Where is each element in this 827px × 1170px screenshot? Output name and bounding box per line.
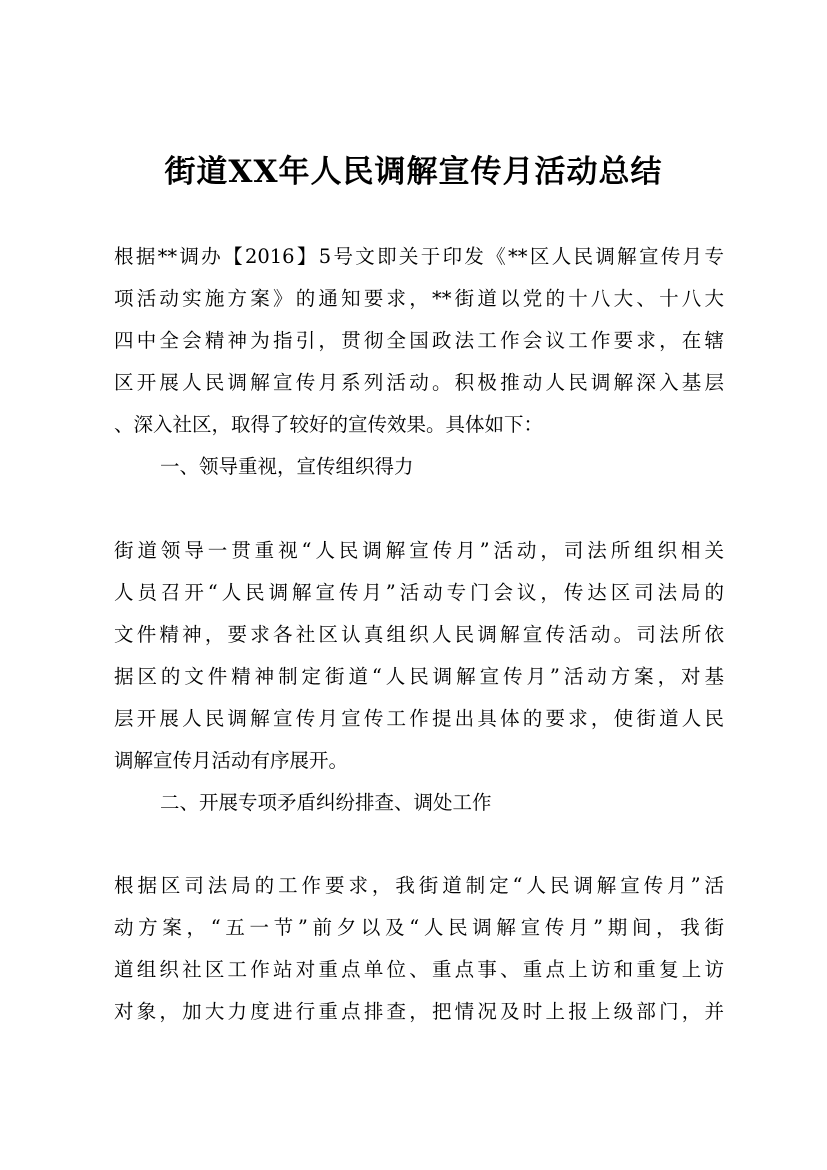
paragraph-2-line-2: 人员召开“人民调解宣传月”活动专门会议，传达区司法局的: [114, 581, 724, 604]
section-heading-2: 二、开展专项矛盾纠纷排查、调处工作: [160, 791, 492, 814]
paragraph-2-line-5: 层开展人民调解宣传月宣传工作提出具体的要求，使街道人民: [114, 707, 724, 730]
paragraph-3-line-2: 动方案，“五一节”前夕以及“人民调解宣传月”期间，我街: [114, 916, 724, 939]
paragraph-3-line-1: 根据区司法局的工作要求，我街道制定“人民调解宣传月”活: [114, 874, 724, 897]
paragraph-2-line-4: 据区的文件精神制定街道“人民调解宣传月”活动方案，对基: [114, 665, 724, 688]
paragraph-1-line-3: 四中全会精神为指引，贯彻全国政法工作会议工作要求，在辖: [114, 329, 724, 352]
paragraph-3-line-3: 道组织社区工作站对重点单位、重点事、重点上访和重复上访: [114, 958, 724, 981]
paragraph-2-line-1: 街道领导一贯重视“人民调解宣传月”活动，司法所组织相关: [114, 539, 724, 562]
paragraph-1-line-1: 根据**调办【2016】5号文即关于印发《**区人民调解宣传月专: [114, 245, 724, 268]
paragraph-2-line-6: 调解宣传月活动有序展开。: [114, 749, 349, 772]
section-heading-1: 一、领导重视，宣传组织得力: [160, 455, 414, 478]
paragraph-2-line-3: 文件精神，要求各社区认真组织人民调解宣传活动。司法所依: [114, 623, 724, 646]
paragraph-1-line-2: 项活动实施方案》的通知要求，**街道以党的十八大、十八大: [114, 287, 724, 310]
paragraph-3-line-4: 对象，加大力度进行重点排查，把情况及时上报上级部门，并: [114, 1000, 724, 1023]
paragraph-1-line-4: 区开展人民调解宣传月系列活动。积极推动人民调解深入基层: [114, 371, 724, 394]
document-title: 街道XX年人民调解宣传月活动总结: [164, 154, 663, 190]
paragraph-1-line-5: 、深入社区，取得了较好的宣传效果。具体如下：: [114, 413, 544, 436]
